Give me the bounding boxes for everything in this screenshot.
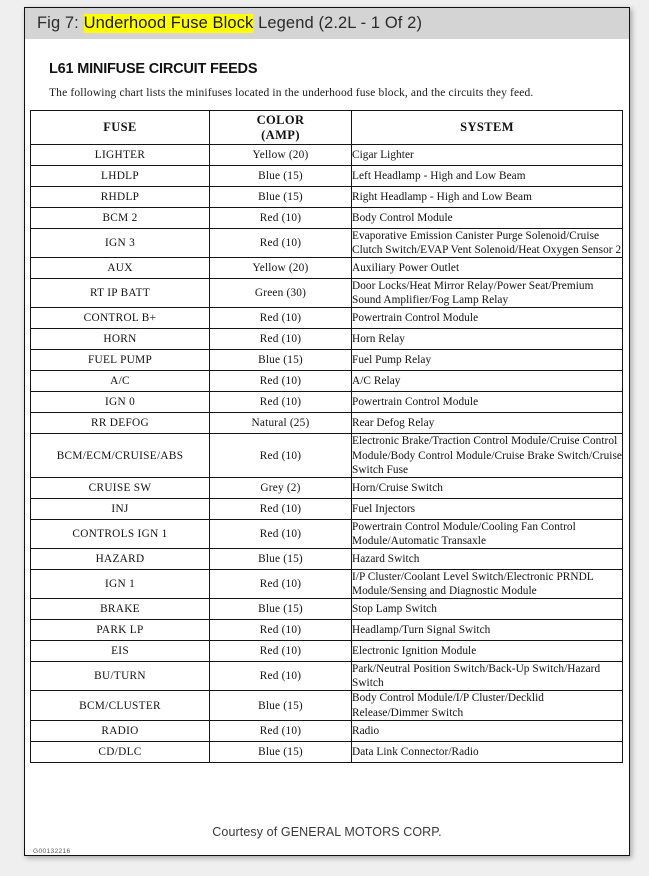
cell-color-amp: Red (10): [210, 641, 352, 662]
cell-system: Horn Relay: [352, 329, 623, 350]
cell-system: Body Control Module/I/P Cluster/Decklid Release/Dimmer Switch: [352, 691, 623, 720]
table-row: [31, 691, 623, 720]
table-row: [31, 350, 623, 371]
cell-color-amp: Red (10): [210, 329, 352, 350]
cell-color-amp: Yellow (20): [210, 258, 352, 279]
cell-color-amp: Blue (15): [210, 599, 352, 620]
cell-system: Body Control Module: [352, 208, 623, 229]
cell-system: Fuel Pump Relay: [352, 350, 623, 371]
table-row: [31, 413, 623, 434]
cell-color-amp: Red (10): [210, 392, 352, 413]
cell-fuse: CD/DLC: [31, 741, 210, 762]
cell-fuse: BCM/CLUSTER: [31, 691, 210, 720]
table-row: [31, 498, 623, 519]
table-row: [31, 371, 623, 392]
cell-color-amp: Red (10): [210, 620, 352, 641]
scanned-page: [25, 39, 629, 855]
cell-color-amp: Blue (15): [210, 187, 352, 208]
cell-color-amp: Yellow (20): [210, 145, 352, 166]
table-row: [31, 434, 623, 477]
cell-fuse: PARK LP: [31, 620, 210, 641]
cell-color-amp: Red (10): [210, 308, 352, 329]
cell-fuse: BU/TURN: [31, 662, 210, 691]
cell-fuse: IGN 0: [31, 392, 210, 413]
cell-fuse: RR DEFOG: [31, 413, 210, 434]
cell-color-amp: Red (10): [210, 208, 352, 229]
cell-fuse: HAZARD: [31, 548, 210, 569]
cell-color-amp: Red (10): [210, 371, 352, 392]
cell-fuse: IGN 1: [31, 569, 210, 598]
cell-system: Powertrain Control Module/Cooling Fan Control Module/Automatic Transaxle: [352, 519, 623, 548]
column-header-fuse: FUSE: [31, 111, 210, 145]
table-row: [31, 519, 623, 548]
table-row: [31, 187, 623, 208]
table-row: [31, 548, 623, 569]
page-title: L61 MINIFUSE CIRCUIT FEEDS: [49, 61, 258, 77]
cell-fuse: EIS: [31, 641, 210, 662]
cell-color-amp: Blue (15): [210, 691, 352, 720]
table-row: [31, 741, 623, 762]
cell-system: Stop Lamp Switch: [352, 599, 623, 620]
table-row: [31, 569, 623, 598]
cell-system: Right Headlamp - High and Low Beam: [352, 187, 623, 208]
cell-system: Powertrain Control Module: [352, 392, 623, 413]
table-row: [31, 229, 623, 258]
cell-color-amp: Blue (15): [210, 350, 352, 371]
cell-fuse: RT IP BATT: [31, 279, 210, 308]
cell-fuse: CONTROL B+: [31, 308, 210, 329]
minifuse-circuit-feeds-table: [30, 110, 623, 763]
cell-system: Left Headlamp - High and Low Beam: [352, 166, 623, 187]
cell-color-amp: Red (10): [210, 498, 352, 519]
table-row: [31, 279, 623, 308]
cell-fuse: A/C: [31, 371, 210, 392]
cell-fuse: BCM/ECM/CRUISE/ABS: [31, 434, 210, 477]
cell-color-amp: Blue (15): [210, 166, 352, 187]
table-row: [31, 620, 623, 641]
cell-fuse: RHDLP: [31, 187, 210, 208]
cell-color-amp: Natural (25): [210, 413, 352, 434]
fuse-table-container: [30, 110, 622, 763]
cell-color-amp: Blue (15): [210, 741, 352, 762]
cell-system: Door Locks/Heat Mirror Relay/Power Seat/Premium Sound Amplifier/Fog Lamp Relay: [352, 279, 623, 308]
table-body: [31, 145, 623, 763]
table-row: [31, 308, 623, 329]
cell-fuse: BCM 2: [31, 208, 210, 229]
figure-title-suffix: Legend (2.2L - 1 Of 2): [253, 14, 423, 32]
cell-fuse: LIGHTER: [31, 145, 210, 166]
cell-fuse: CONTROLS IGN 1: [31, 519, 210, 548]
table-row: [31, 208, 623, 229]
table-row: [31, 329, 623, 350]
table-row: [31, 641, 623, 662]
cell-system: Fuel Injectors: [352, 498, 623, 519]
cell-system: A/C Relay: [352, 371, 623, 392]
table-header-row: [31, 111, 623, 145]
table-row: [31, 599, 623, 620]
table-row: [31, 145, 623, 166]
table-row: [31, 477, 623, 498]
column-header-color-line2: (AMP): [261, 127, 300, 142]
table-row: [31, 720, 623, 741]
courtesy-footer: Courtesy of GENERAL MOTORS CORP.: [212, 825, 442, 839]
cell-system: Evaporative Emission Canister Purge Solenoid/Cruise Clutch Switch/EVAP Vent Solenoid/Heat Oxygen Sensor 2: [352, 230, 622, 257]
cell-color-amp: Red (10): [210, 720, 352, 741]
cell-system: Data Link Connector/Radio: [352, 741, 623, 762]
cell-fuse: LHDLP: [31, 166, 210, 187]
cell-fuse: AUX: [31, 258, 210, 279]
column-header-system: SYSTEM: [352, 111, 623, 145]
table-row: [31, 166, 623, 187]
cell-system: Rear Defog Relay: [352, 413, 623, 434]
cell-fuse: FUEL PUMP: [31, 350, 210, 371]
figure-title-prefix: Fig 7:: [37, 14, 84, 32]
scan-artifact-id: G00132216: [33, 848, 71, 855]
table-row: [31, 392, 623, 413]
cell-color-amp: Green (30): [210, 279, 352, 308]
cell-system: Cigar Lighter: [352, 145, 623, 166]
cell-fuse: RADIO: [31, 720, 210, 741]
cell-color-amp: Red (10): [210, 519, 352, 548]
column-header-color-amp: [210, 111, 352, 145]
cell-color-amp: Grey (2): [210, 477, 352, 498]
cell-system: Hazard Switch: [352, 548, 623, 569]
cell-system: Radio: [352, 720, 623, 741]
figure-title-bar: [25, 8, 629, 39]
cell-fuse: CRUISE SW: [31, 477, 210, 498]
table-row: [31, 258, 623, 279]
column-header-color-line1: COLOR: [256, 112, 305, 127]
cell-fuse: IGN 3: [31, 229, 210, 258]
cell-system: Headlamp/Turn Signal Switch: [352, 620, 623, 641]
cell-color-amp: Red (10): [210, 434, 352, 477]
cell-color-amp: Red (10): [210, 569, 352, 598]
cell-fuse: HORN: [31, 329, 210, 350]
cell-color-amp: Red (10): [210, 229, 352, 258]
cell-fuse: INJ: [31, 498, 210, 519]
figure-title-highlight: Underhood Fuse Block: [83, 14, 254, 32]
cell-system: Park/Neutral Position Switch/Back-Up Switch/Hazard Switch: [352, 662, 623, 691]
page-subtitle: The following chart lists the minifuses located in the underhood fuse block, and the circuits they feed.: [49, 87, 534, 99]
cell-system: Horn/Cruise Switch: [352, 477, 623, 498]
cell-color-amp: Blue (15): [210, 548, 352, 569]
figure-document-panel: [24, 7, 630, 856]
table-row: [31, 662, 623, 691]
cell-system: Electronic Brake/Traction Control Module/Cruise Control Module/Body Control Module/Cruise Brake Switch/Cruise Switch Fuse: [352, 435, 622, 476]
table-header: [31, 111, 623, 145]
cell-system: I/P Cluster/Coolant Level Switch/Electronic PRNDL Module/Sensing and Diagnostic Module: [352, 569, 623, 598]
cell-system: Powertrain Control Module: [352, 308, 623, 329]
cell-fuse: BRAKE: [31, 599, 210, 620]
cell-color-amp: Red (10): [210, 662, 352, 691]
cell-system: Auxiliary Power Outlet: [352, 258, 623, 279]
cell-system: Electronic Ignition Module: [352, 641, 623, 662]
